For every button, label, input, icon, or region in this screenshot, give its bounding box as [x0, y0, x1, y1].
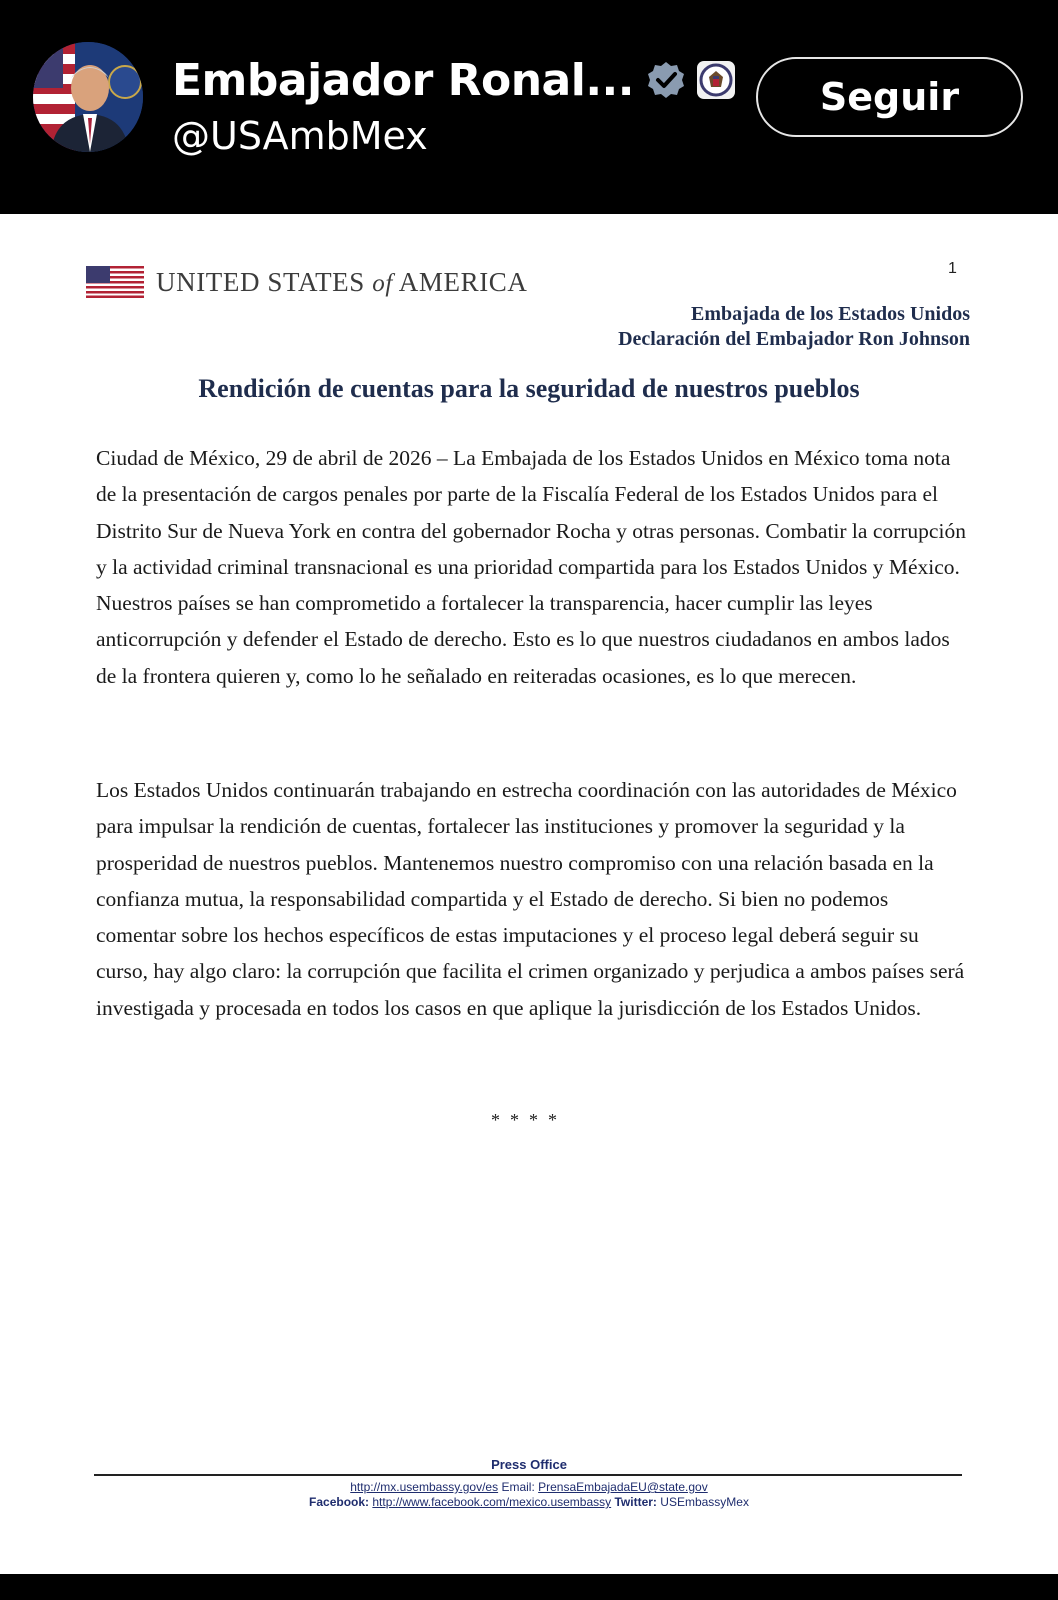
bottom-bar: [0, 1574, 1058, 1600]
facebook-link[interactable]: http://www.facebook.com/mexico.usembassy: [372, 1495, 612, 1509]
verified-badge-icon: [646, 60, 686, 100]
embassy-name: Embajada de los Estados Unidos: [691, 303, 970, 325]
body-paragraph-1: Ciudad de México, 29 de abril de 2026 – La Embajada de los Estados Unidos en México toma nota de la presentación de cargos penales por parte de la Fiscalía Federal de los Estados Unidos para el Distrito Sur de Nueva York en contra del gobernador Rocha y otras personas. Combatir la corrupción y la actividad criminal transnacional es una prioridad compartida para los Estados Unidos y México. Nuestros países se han comprometido a fortalecer la transparencia, hacer cumplir las leyes anticorrupción y defender el Estado de derecho. Esto es lo que nuestros ciudadanos en ambos lados de la frontera quieren y, como lo he señalado en reiteradas ocasiones, es lo que merecen.: [96, 446, 966, 688]
government-seal-icon: [696, 60, 736, 100]
footer-divider: [94, 1474, 962, 1476]
avatar-photo: [33, 42, 143, 152]
facebook-label: Facebook:: [309, 1495, 370, 1509]
press-release-document: [0, 214, 1058, 1574]
body-paragraph-2: Los Estados Unidos continuarán trabajando en estrecha coordinación con las autoridades de México para impulsar la rendición de cuentas, fortalecer las instituciones y promover la seguridad y la prosperidad de nuestros pueblos. Mantenemos nuestro compromiso con una relación basada en la confianza mutua, la responsabilidad compartida y el Estado de derecho. Si bien no podemos comentar sobre los hechos específicos de estas imputaciones y el proceso legal deberá seguir su curso, hay algo claro: la corrupción que facilita el crimen organizado y perjudica a ambos países será investigada y procesada en todos los casos en que aplique la jurisdicción de los Estados Unidos.: [96, 778, 965, 1020]
footer-social-line: [0, 1495, 1058, 1509]
footer-contact-line: [0, 1480, 1058, 1494]
embassy-header: [618, 302, 970, 352]
end-separator: ****: [491, 1110, 567, 1130]
wordmark-part-2: of: [372, 269, 393, 297]
twitter-label: Twitter:: [614, 1495, 657, 1509]
letterhead: [86, 266, 528, 298]
wordmark-part-3: AMERICA: [398, 266, 528, 297]
follow-button[interactable]: Seguir: [756, 57, 1023, 137]
us-flag-icon: [86, 266, 144, 298]
document-title: Rendición de cuentas para la seguridad de nuestros pueblos: [198, 374, 860, 403]
statement-author: Declaración del Embajador Ron Johnson: [618, 328, 970, 350]
usa-wordmark: [156, 267, 528, 298]
display-name[interactable]: Embajador Ronal...: [172, 54, 634, 106]
email-label: Email:: [501, 1480, 535, 1494]
profile-handle[interactable]: @USAmbMex: [172, 114, 428, 158]
profile-avatar[interactable]: [33, 42, 143, 152]
page-number: 1: [948, 260, 957, 277]
name-row: [172, 50, 736, 110]
profile-header: [0, 0, 1058, 214]
twitter-handle: USEmbassyMex: [660, 1495, 749, 1509]
website-link[interactable]: http://mx.usembassy.gov/es: [350, 1480, 499, 1494]
email-link[interactable]: PrensaEmbajadaEU@state.gov: [538, 1480, 708, 1494]
press-office-label: Press Office: [491, 1457, 567, 1472]
wordmark-part-1: UNITED STATES: [156, 266, 365, 297]
